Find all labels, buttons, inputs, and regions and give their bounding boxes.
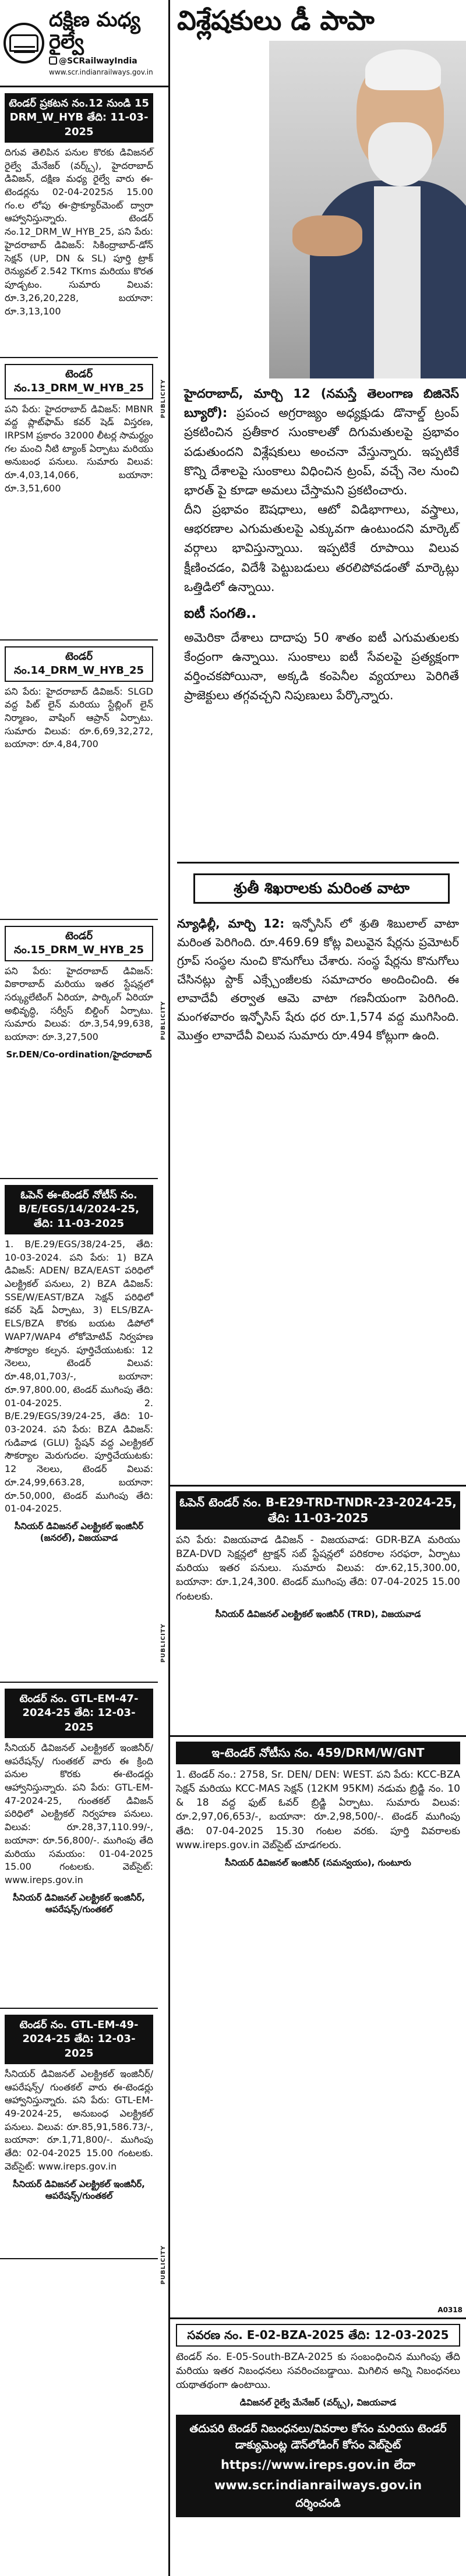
article-dateline: న్యూఢిల్లీ, మార్చి 12:: [177, 917, 285, 930]
railway-tender-column: [0, 0, 170, 2576]
leader-photo: [269, 41, 466, 378]
tender-block: [0, 1683, 158, 2009]
publicity-label: PUBLICITY: [160, 2245, 167, 2285]
tender-signature: సీనియర్ డివిజనల్ ఎలక్ట్రికల్ ఇంజినీర్, ఆపరేషన్స్/గుంతకల్: [13, 2178, 145, 2201]
railway-header: [0, 0, 168, 87]
article-paragraph: ఇన్ఫోసిస్ లో శ్రుతి శిబులాల్ వాటా మరింత పెరిగింది. రూ.469.69 కోట్ల విలువైన షేర్లను ప్రమోటర్ గ్రూప్ సంస్థల నుంచి కొనుగోలు చేశారు. సంస్థ షేర్లను కొనుగోలు చేసినట్లు స్టాక్ ఎక్స్చేంజీలకు సమాచారం అందించింది. ఈ లావాదేవీ తర్వాత ఆమె వాటా గణనీయంగా పెరిగింది. మంగళవారం ఇన్ఫోసిస్ షేరు ధర రూ.1,574 వద్ద ముగిసింది. మొత్తం లావాదేవీ విలువ సుమారు రూ.494 కోట్లుగా ఉంది.: [177, 917, 459, 1042]
section-divider: [177, 862, 459, 864]
tender-heading: ఓపెన్ టెండర్ నం. B-E29-TRD-TNDR-23-2024-25, తేది: 11-03-2025: [176, 1491, 460, 1530]
social-handle-text: @SCRailwayIndia: [59, 56, 137, 66]
tender-signature: సీనియర్ డివిజనల్ ఎలక్ట్రికల్ ఇంజినీర్, ఆపరేషన్స్/గుంతకల్: [13, 1892, 145, 1915]
tender-heading: టెండర్ నం.13_DRM_W_HYB_25: [5, 364, 153, 399]
tender-text: పని పేరు: హైదరాబాద్ డివిజన్: MBNR వద్ద ప్లాట్‌ఫామ్ కవర్ షెడ్ విస్తరణ, IRPSM ప్రకారం 32000 లీటర్ల సామర్థ్యం గల మంచి నీటి ట్యాంక్ ఏర్పాటు మరియు అనుబంధ పనులు. సుమారు విలువ: రూ.4,03,14,066, బయానా: రూ.3,51,600: [5, 403, 153, 494]
website-promo: [176, 2415, 460, 2518]
tender-signature: సీనియర్ డివిజనల్ ఎలక్ట్రికల్ ఇంజినీర్ (TRD), విజయవాడ: [215, 1608, 421, 1619]
tender-heading: టెండర్ నం. GTL-EM-49-2024-25 తేది: 12-03-2025: [5, 2015, 153, 2064]
publicity-label: PUBLICITY: [160, 378, 167, 418]
tender-heading: టెండర్ నం.15_DRM_W_HYB_25: [5, 926, 153, 961]
article-headline: విశ్లేషకులు డీ పాపా: [177, 5, 375, 36]
tender-text: టెండర్ నం. E-05-South-BZA-2025 కు సంబంధించిన ముగింపు తేది మరియు ఇతర నిబంధనలు సవరించబడ్డాయి. మిగిలిన అన్ని నిబంధనలు యథాతథంగా ఉంటాయి.: [176, 2351, 460, 2391]
tender-text: దిగువ తెలిపిన పనుల కొరకు డివిజనల్ రైల్వే మేనేజర్ (వర్క్స్), హైదరాబాద్ డివిజన్, దక్షిణ మధ్య రైల్వే వారు ఈ-టెండర్లను 02-04-2025న 15.00 గం.ల లోపు ఈ-ప్రొక్యూర్‌మెంట్ ద్వారా ఆహ్వానిస్తున్నారు. టెండర్ నం.12_DRM_W_HYB_25, పని పేరు: హైదరాబాద్ డివిజన్: సికింద్రాబాద్-డోన్ సెక్షన్ (UP, DN & SL) పూర్తి ట్రాక్ రెన్యువల్ 2.542 TKms మరియు కొరత పూడ్చటం. సుమారు విలువ: రూ.3,26,20,228, బయానా: రూ.3,13,100: [5, 146, 153, 317]
tender-text: పని పేరు: హైదరాబాద్ డివిజన్: వికారాబాద్ మరియు ఇతర స్టేషన్లలో సర్క్యులేటింగ్ ఏరియా, పార్కింగ్ ఏరియా అభివృద్ధి, సర్వీస్ బిల్డింగ్ ఏర్పాటు. సుమారు విలువ: రూ.3,54,99,638, బయానా: రూ.3,27,500: [5, 965, 153, 1043]
box-headline: శ్రుతీ శిఖరాలకు మరింత వాటా: [193, 873, 450, 904]
promo-tail: దర్శించండి: [295, 2496, 341, 2510]
tender-block: [0, 87, 158, 358]
article-column: [170, 0, 466, 2576]
article-body: [170, 384, 466, 705]
promo-url[interactable]: www.scr.indianrailways.gov.in: [214, 2478, 422, 2493]
tender-block: [0, 1179, 158, 1683]
article-paragraph: దీని ప్రభావం ఔషధాలు, ఆటో విడిభాగాలు, వస్త్రాలు, ఆభరణాల ఎగుమతులపై ఎక్కువగా ఉంటుందని మార్కెట్ వర్గాలు భావిస్తున్నాయి. ఇప్పటికే రూపాయి విలువ క్షీణించడం, విదేశీ పెట్టుబడులు తరలిపోవడంతో మార్కెట్లు ఒత్తిడిలో ఉన్నాయి.: [184, 503, 459, 594]
tender-heading: ఓపెన్ ఈ-టెండర్ నోటీస్ నం. B/E/EGS/14/2024-25, తేది: 11-03-2025: [5, 1185, 153, 1234]
article-body-2: [177, 914, 459, 1045]
tender-text: 1. టెండర్ నం.: 2758, Sr. DEN/ DEN: WEST. పని పేరు: KCC-BZA సెక్షన్ మరియు KCC-MAS సెక్షన్ (12KM 95KM) నడుమ బ్రిడ్జి నం. 10 & 18 వద్ద ఫుట్ ఓవర్ బ్రిడ్జి ఏర్పాటు. సుమారు విలువ: రూ.2,97,06,653/-, బయానా: రూ.2,98,500/-. టెండర్ ముగింపు తేది: 07-04-2025 15.30 గంటల వరకు. పూర్తి వివరాలకు www.ireps.gov.in వెబ్‌సైట్ చూడగలరు.: [176, 1769, 460, 1851]
publicity-strip: [158, 87, 168, 2576]
article-dateline: హైదరాబాద్, మార్చి 12 (నమస్తే తెలంగాణ బిజినెస్ బ్యూరో):: [184, 387, 459, 420]
article-subhead: ఐటీ సంగతి..: [184, 604, 257, 621]
tender-block: [0, 2009, 158, 2259]
tender-heading: సవరణ నం. E-02-BZA-2025 తేది: 12-03-2025: [176, 2324, 460, 2347]
railway-social-handle: [49, 56, 165, 66]
tender-signature: డివిజనల్ రైల్వే మేనేజర్ (వర్క్స్), విజయవాడ: [239, 2397, 397, 2408]
tender-signature: సీనియర్ డివిజనల్ ఎలక్ట్రికల్ ఇంజినీర్ (జనరల్), విజయవాడ: [14, 1520, 144, 1544]
promo-url[interactable]: https://www.ireps.gov.in లేదా: [220, 2457, 416, 2472]
article-paragraph: అమెరికా దేశాలు దాదాపు 50 శాతం ఐటీ ఎగుమతులకు కేంద్రంగా ఉన్నాయి. సుంకాలు ఐటీ సేవలపై ప్రత్యక్షంగా వర్తించకపోయినా, అక్కడి కంపెనీల వ్యయాలు పెరిగితే ప్రాజెక్టులు తగ్గవచ్చని నిపుణులు పేర్కొన్నారు.: [184, 630, 459, 703]
tender-block: [0, 920, 158, 1179]
tender-text: పని పేరు: హైదరాబాద్ డివిజన్: SLGD వద్ద పిట్ లైన్ మరియు స్టేబ్లింగ్ లైన్ నిర్మాణం, వాషింగ్ ఆప్రాన్ ఏర్పాటు. సుమారు విలువ: రూ.6,69,32,272, బయానా: రూ.4,84,700: [5, 685, 153, 750]
tender-heading: టెండర్ నం. GTL-EM-47-2024-25 తేది: 12-03-2025: [5, 1689, 153, 1738]
promo-text: తదుపరి టెండర్ నిబంధనలు/వివరాల కోసం మరియు టెండర్ డాక్యుమెంట్ల డౌన్‌లోడింగ్ కోసం వెబ్‌సైట్: [189, 2422, 447, 2452]
railway-website: www.scr.indianrailways.gov.in: [49, 68, 153, 76]
tender-signature: Sr.DEN/Co-ordination/హైదరాబాద్: [6, 1049, 152, 1060]
tender-signature: సీనియర్ డివిజనల్ ఇంజినీర్ (సమన్వయం), గుంటూరు: [225, 1857, 411, 1868]
tender-heading: టెండర్ ప్రకటన నం.12 నుండి 15 DRM_W_HYB తేది: 11-03-2025: [5, 93, 153, 143]
tender-text: పని పేరు: విజయవాడ డివిజన్ - విజయవాడ: GDR-BZA మరియు BZA-DVD సెక్షన్లలో ట్రాక్షన్ సబ్ స్టేషన్లలో పరికరాల సరఫరా, ఏర్పాటు మరియు ఇతర పనులు. సుమారు విలువ: రూ.62,15,300.00, బయానా: రూ.1,24,300. టెండర్ ముగింపు తేది: 07-04-2025 15.00 గంటలకు.: [176, 1534, 460, 1602]
right-tender-notice: [170, 2317, 466, 2576]
right-tender-notice: [170, 1735, 466, 2317]
tender-text: సీనియర్ డివిజనల్ ఎలక్ట్రికల్ ఇంజినీర్/ ఆపరేషన్స్/ గుంతకల్ వారు ఈ క్రింది పనుల కొరకు ఈ-టెండర్లు ఆహ్వానిస్తున్నారు. పని పేరు: GTL-EM-47-2024-25, గుంతకల్ డివిజన్ పరిధిలో ఎలక్ట్రికల్ నిర్వహణ పనులు. విలువ: రూ.28,37,110.99/-, బయానా: రూ.56,800/-. ముగింపు తేది మరియు సమయం: 01-04-2025 15.00 గంటలకు. వెబ్‌సైట్: www.ireps.gov.in: [5, 1742, 153, 1886]
tender-heading: టెండర్ నం.14_DRM_W_HYB_25: [5, 646, 153, 682]
tender-text: 1. B/E.29/EGS/38/24-25, తేది: 10-03-2024. పని పేరు: 1) BZA డివిజన్: ADEN/ BZA/EAST పరిధిలో ఎలక్ట్రికల్ పనులు, 2) BZA డివిజన్: SSE/W/EAST/BZA సెక్షన్ పరిధిలో కవర్ షెడ్ ఏర్పాటు, 3) ELS/BZA-ELS/BZA కొరకు బయట డిపోలో WAP7/WAP4 లోకోమోటివ్ నిర్వహణ సౌకర్యాల కల్పన. పూర్తిచేయుటకు: 12 నెలలు, టెండర్ విలువ: రూ.48,01,703/-, బయానా: రూ.97,800.00, టెండర్ ముగింపు తేది: 01-04-2025. 2. B/E.29/EGS/39/24-25, తేది: 10-03-2024. పని పేరు: BZA డివిజన్: గుడివాడ (GLU) స్టేషన్ వద్ద ఎలక్ట్రికల్ సౌకర్యాల మెరుగుదల. పూర్తిచేయుటకు: 12 నెలలు, టెండర్ విలువ: రూ.24,99,663.28, బయానా: రూ.50,000, టెండర్ ముగింపు తేది: 01-04-2025.: [5, 1238, 153, 1515]
railway-logo-icon: [3, 23, 44, 63]
tender-heading: ఇ-టెండర్ నోటీసు నం. 459/DRM/W/GNT: [176, 1742, 460, 1764]
right-tender-notice: [170, 1485, 466, 1735]
social-icon: [49, 56, 57, 65]
tender-block: [0, 641, 158, 920]
notice-code: A0318: [437, 2306, 463, 2314]
railway-title: దక్షిణ మధ్య రైల్వే: [49, 8, 140, 54]
publicity-label: PUBLICITY: [160, 1001, 167, 1041]
tender-text: సీనియర్ డివిజనల్ ఎలక్ట్రికల్ ఇంజినీర్/ ఆపరేషన్స్/ గుంతకల్ వారు ఈ-టెండర్లు ఆహ్వానిస్తున్నారు. పని పేరు: GTL-EM-49-2024-25, అనుబంధ ఎలక్ట్రికల్ పనులు. విలువ: రూ.85,91,586.73/-, బయానా: రూ.1,71,800/-. ముగింపు తేది: 02-04-2025 15.00 గంటలకు. వెబ్‌సైట్: www.ireps.gov.in: [5, 2068, 153, 2172]
publicity-label: PUBLICITY: [160, 1623, 167, 1662]
article-paragraph: ప్రపంచ అగ్రరాజ్యం అధ్యక్షుడు డొనాల్డ్ ట్రంప్ ప్రకటించిన ప్రతీకార సుంకాలతో దిగుమతులపై ప్రభావం పడుతుందని విశ్లేషకులు అంచనా వేస్తున్నారు. ఇప్పటికే కొన్ని దేశాలపై సుంకాలు విధించిన ట్రంప్, వచ్చే నెల నుంచి భారత్ పై కూడా అమలు చేస్తామని ప్రకటించారు.: [184, 406, 459, 497]
tender-block: [0, 358, 158, 641]
